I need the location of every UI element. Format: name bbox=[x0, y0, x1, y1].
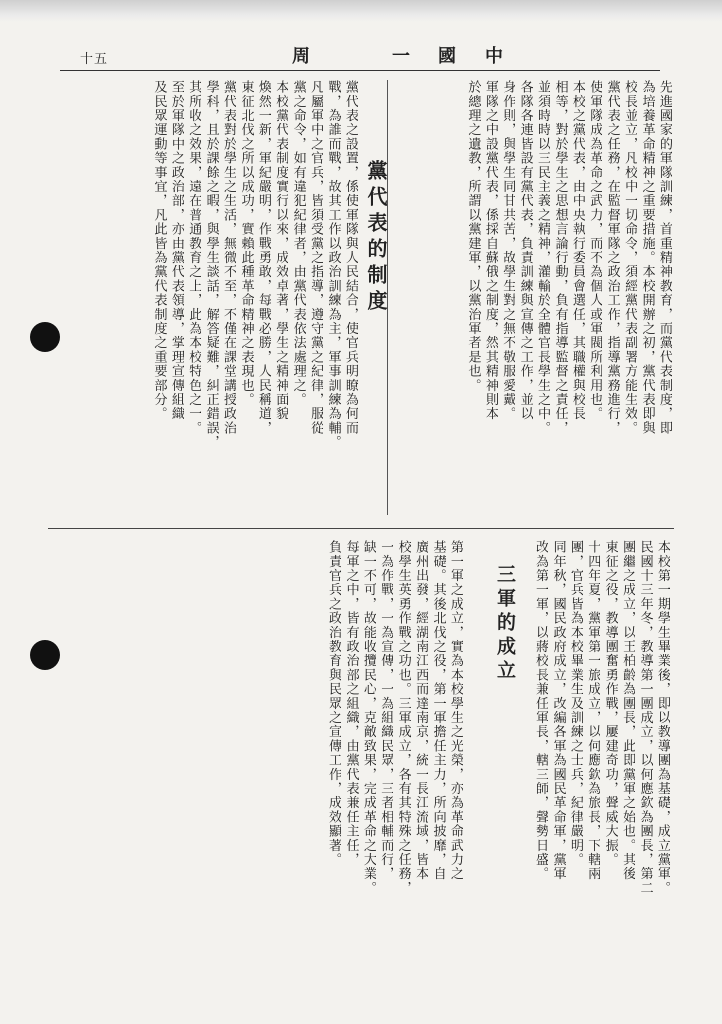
text-column: 團繼之成立，以王柏齡為團長，此即黨軍之始也。其後 bbox=[620, 540, 636, 881]
binder-hole bbox=[30, 640, 60, 670]
scan-shadow bbox=[0, 0, 722, 22]
text-column: 基礎。其後北伐之役，第一軍擔任主力，所向披靡，自 bbox=[430, 540, 446, 881]
text-column: 東征之役，教導團奮勇作戰，屢建奇功，聲威大振。 bbox=[602, 540, 618, 867]
text-column: 廣州出發，經湖南江西而達南京，統一長江流域，皆本 bbox=[413, 540, 429, 881]
text-column: 同年秋，國民政府成立，改編各軍為國民革命軍，黨軍 bbox=[550, 540, 566, 881]
article-2-left-text bbox=[48, 540, 463, 1010]
text-column: 黨代表之任務，在監督軍隊之政治工作，指導黨務進行， bbox=[604, 80, 620, 435]
header-char-4: 周 bbox=[292, 46, 311, 67]
section-divider bbox=[48, 528, 674, 529]
text-column: 改為第一軍，以蔣校長兼任軍長，轄三師，聲勢日盛。 bbox=[533, 540, 549, 881]
article-1-title: 黨代表的制度 bbox=[364, 160, 388, 316]
text-column: 黨之命令，如有違犯紀律者，由黨代表依法處理之。 bbox=[290, 80, 306, 407]
article-2-title: 三軍的成立 bbox=[490, 560, 521, 688]
binder-hole bbox=[30, 322, 60, 352]
header-char-2: 國 bbox=[438, 46, 457, 67]
text-column: 各隊各連皆設有黨代表，負責訓練與宣傳之工作，並以 bbox=[517, 80, 533, 421]
text-column: 民國十三年冬，教導第一團成立，以何應欽為團長，第二 bbox=[637, 540, 653, 895]
article-1-right-text bbox=[392, 80, 672, 515]
text-column: 第一軍之成立，實為本校學生之光榮，亦為革命武力之 bbox=[448, 540, 463, 881]
text-column: 先進國家的軍隊訓練，首重精神教育，而黨代表制度，即 bbox=[657, 80, 672, 435]
text-column: 軍隊之中設黨代表，係採自蘇俄之制度，然其精神則本 bbox=[482, 80, 498, 421]
text-column: 黨代表對於學生之生活，無微不至，不僅在課堂講授政治 bbox=[221, 80, 237, 435]
text-column: 缺一不可，故能收攬民心，克敵致果，完成革命之大業。 bbox=[360, 540, 376, 895]
text-column: 其所收之效果，遠在普通教育之上，此為本校特色之一。 bbox=[186, 80, 202, 435]
text-column: 本校第一期學生畢業後，即以教導團為基礎，成立黨軍。 bbox=[655, 540, 670, 895]
text-column: 每軍之中，皆有政治部之組織，由黨代表兼任主任， bbox=[343, 540, 359, 867]
text-column: 至於軍隊中之政治部，亦由黨代表領導，掌理宣傳組織 bbox=[168, 80, 184, 421]
text-column: 為培養革命精神之重要措施。本校開辦之初，黨代表即與 bbox=[639, 80, 655, 435]
text-column: 於總理之遺教，所謂以黨建軍，以黨治軍者是也。 bbox=[465, 80, 481, 393]
text-column: 團，官兵皆為本校畢業生及訓練之士兵，紀律嚴明。 bbox=[567, 540, 583, 867]
text-column: 身作則，與學生同甘共苦，故學生對之無不敬服愛戴。 bbox=[500, 80, 516, 421]
text-column: 學科，且於課餘之暇，與學生談話，解答疑難，糾正錯誤， bbox=[203, 80, 219, 450]
header-char-1: 中 bbox=[485, 46, 504, 67]
text-column: 東征北伐之所以成功，實賴此種革命精神之表現也。 bbox=[238, 80, 254, 407]
text-column: 十四年夏，黨軍第一旅成立，以何應欽為旅長，下轄兩 bbox=[585, 540, 601, 881]
text-column: 煥然一新，軍紀嚴明，作戰勇敢，每戰必勝，人民稱道， bbox=[255, 80, 271, 435]
page-number: 十五 bbox=[80, 52, 109, 67]
text-column: 戰，為誰而戰，故其工作以政治訓練為主，軍事訓練為輔。 bbox=[325, 80, 341, 450]
text-column: 本校之黨代表，由中央執行委員會選任，其職權與校長 bbox=[569, 80, 585, 421]
text-column: 本校黨代表制度實行以來，成效卓著，學生之精神面貌 bbox=[273, 80, 289, 421]
text-column: 相等，對於學生之思想言論行動，負有指導監督之責任， bbox=[552, 80, 568, 435]
text-column: 校學生英勇作戰之功也。三軍成立，各有其特殊之任務， bbox=[395, 540, 411, 895]
text-column: 並須時時以三民主義之精神，灌輸於全體官長學生之中。 bbox=[535, 80, 551, 435]
text-column: 及民眾運動等事宜，凡此皆為黨代表制度之重要部分。 bbox=[151, 80, 167, 421]
text-column: 負責官兵之政治教育與民眾之宣傳工作，成效顯著。 bbox=[326, 540, 342, 867]
text-column: 凡屬軍中之官兵，皆須受黨之指導，遵守黨之紀律，服從 bbox=[308, 80, 324, 435]
article-1-left-text bbox=[48, 80, 358, 515]
header-char-3: 一 bbox=[392, 46, 411, 67]
text-column: 黨代表之設置，係使軍隊與人民結合，使官兵明瞭為何而 bbox=[343, 80, 358, 435]
text-column: 校長並立，凡校中一切命令，須經黨代表副署方能生效。 bbox=[622, 80, 638, 435]
text-column: 使軍隊成為革命之武力，而不為個人或軍閥所利用也。 bbox=[587, 80, 603, 421]
text-column: 一為作戰，一為宣傳，一為組織民眾，三者相輔而行， bbox=[378, 540, 394, 881]
page-header bbox=[60, 40, 660, 71]
